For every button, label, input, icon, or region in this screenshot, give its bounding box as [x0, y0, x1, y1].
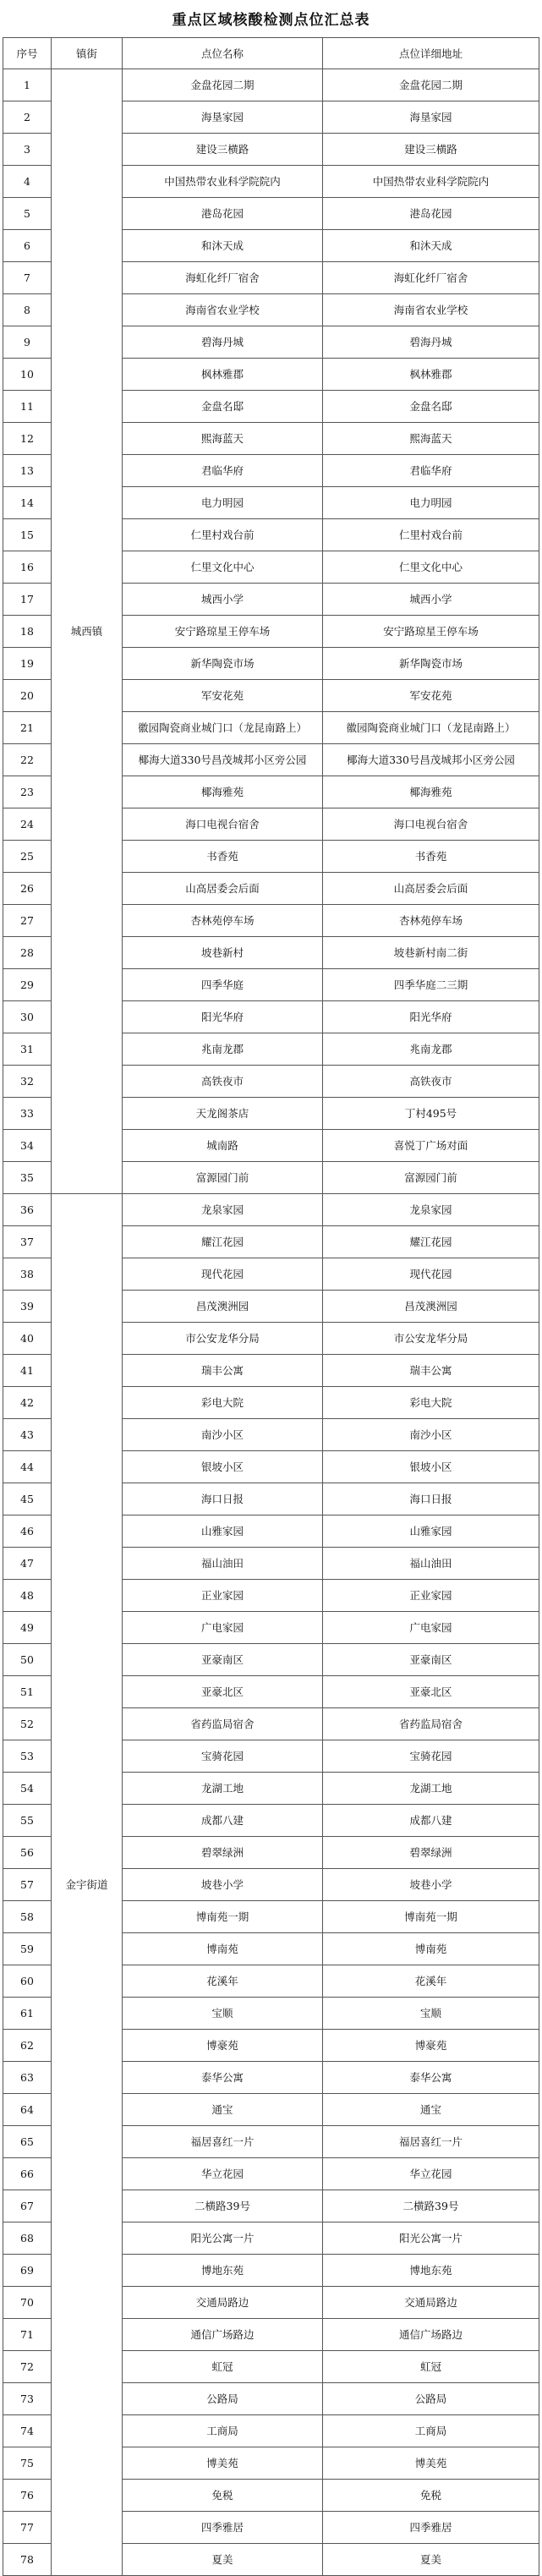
site-address: 成都八建 [323, 1805, 539, 1837]
site-address: 亚豪南区 [323, 1644, 539, 1676]
row-number: 33 [3, 1098, 52, 1130]
site-name: 中国热带农业科学院院内 [123, 166, 323, 198]
site-address: 海南省农业学校 [323, 294, 539, 326]
site-address: 军安花苑 [323, 680, 539, 712]
site-address: 福山油田 [323, 1548, 539, 1580]
site-name: 彩电大院 [123, 1387, 323, 1419]
row-number: 77 [3, 2512, 52, 2544]
site-name: 华立花园 [123, 2158, 323, 2190]
site-name: 宝骑花园 [123, 1740, 323, 1773]
row-number: 61 [3, 1998, 52, 2030]
site-address: 建设三横路 [323, 134, 539, 166]
site-address: 博豪苑 [323, 2030, 539, 2062]
site-name: 耀江花园 [123, 1226, 323, 1258]
site-address: 山高居委会后面 [323, 873, 539, 905]
row-number: 18 [3, 616, 52, 648]
site-name: 四季华庭 [123, 969, 323, 1001]
row-number: 12 [3, 423, 52, 455]
site-address: 广电家园 [323, 1612, 539, 1644]
row-number: 69 [3, 2255, 52, 2287]
row-number: 2 [3, 101, 52, 134]
site-address: 二横路39号 [323, 2190, 539, 2222]
site-address: 博南苑 [323, 1933, 539, 1965]
site-name: 亚豪南区 [123, 1644, 323, 1676]
header-no: 序号 [3, 38, 52, 69]
site-address: 兆南龙郡 [323, 1033, 539, 1066]
row-number: 28 [3, 937, 52, 969]
site-address: 交通局路边 [323, 2287, 539, 2319]
site-address: 泰华公寓 [323, 2062, 539, 2094]
site-name: 富源园门前 [123, 1162, 323, 1194]
site-address: 亚豪北区 [323, 1676, 539, 1708]
site-name: 福居喜红一片 [123, 2126, 323, 2158]
street-cell: 金宇街道 [52, 1194, 123, 2576]
site-address: 宝骑花园 [323, 1740, 539, 1773]
street-cell: 城西镇 [52, 69, 123, 1194]
site-address: 海口日报 [323, 1483, 539, 1515]
row-number: 59 [3, 1933, 52, 1965]
site-name: 福山油田 [123, 1548, 323, 1580]
site-address: 正业家园 [323, 1580, 539, 1612]
site-address: 彩电大院 [323, 1387, 539, 1419]
header-address: 点位详细地址 [323, 38, 539, 69]
row-number: 27 [3, 905, 52, 937]
row-number: 37 [3, 1226, 52, 1258]
site-name: 和沐天成 [123, 230, 323, 262]
site-name: 山雅家园 [123, 1515, 323, 1548]
row-number: 43 [3, 1419, 52, 1451]
row-number: 60 [3, 1965, 52, 1998]
site-address: 工商局 [323, 2415, 539, 2447]
site-name: 交通局路边 [123, 2287, 323, 2319]
site-name: 电力明园 [123, 487, 323, 519]
row-number: 50 [3, 1644, 52, 1676]
site-address: 昌茂澳洲园 [323, 1291, 539, 1323]
row-number: 57 [3, 1869, 52, 1901]
site-address: 博南苑一期 [323, 1901, 539, 1933]
row-number: 76 [3, 2480, 52, 2512]
row-number: 58 [3, 1901, 52, 1933]
site-address: 市公安龙华分局 [323, 1323, 539, 1355]
site-name: 港岛花园 [123, 198, 323, 230]
row-number: 34 [3, 1130, 52, 1162]
site-name: 四季雅居 [123, 2512, 323, 2544]
row-number: 44 [3, 1451, 52, 1483]
row-number: 11 [3, 391, 52, 423]
row-number: 35 [3, 1162, 52, 1194]
site-address: 仁里村戏台前 [323, 519, 539, 551]
row-number: 17 [3, 584, 52, 616]
site-name: 海口日报 [123, 1483, 323, 1515]
site-address: 南沙小区 [323, 1419, 539, 1451]
site-name: 博美苑 [123, 2447, 323, 2480]
row-number: 52 [3, 1708, 52, 1740]
row-number: 1 [3, 69, 52, 101]
site-address: 金盘花园二期 [323, 69, 539, 101]
site-address: 耀江花园 [323, 1226, 539, 1258]
row-number: 73 [3, 2383, 52, 2415]
row-number: 8 [3, 294, 52, 326]
site-address: 福居喜红一片 [323, 2126, 539, 2158]
site-name: 杏林苑停车场 [123, 905, 323, 937]
row-number: 55 [3, 1805, 52, 1837]
site-address: 安宁路琼星王停车场 [323, 616, 539, 648]
site-name: 书香苑 [123, 841, 323, 873]
site-address: 枫林雅郡 [323, 359, 539, 391]
row-number: 14 [3, 487, 52, 519]
site-address: 电力明园 [323, 487, 539, 519]
site-address: 君临华府 [323, 455, 539, 487]
site-address: 阳光华府 [323, 1001, 539, 1033]
site-address: 港岛花园 [323, 198, 539, 230]
row-number: 25 [3, 841, 52, 873]
table-header-row [3, 38, 539, 69]
row-number: 41 [3, 1355, 52, 1387]
site-name: 夏美 [123, 2544, 323, 2576]
row-number: 6 [3, 230, 52, 262]
row-number: 5 [3, 198, 52, 230]
site-address: 海垦家园 [323, 101, 539, 134]
site-address: 现代花园 [323, 1258, 539, 1291]
site-address: 花溪年 [323, 1965, 539, 1998]
row-number: 47 [3, 1548, 52, 1580]
site-address: 徽园陶瓷商业城门口（龙昆南路上） [323, 712, 539, 744]
row-number: 71 [3, 2319, 52, 2351]
site-address: 椰海大道330号昌茂城邦小区旁公园 [323, 744, 539, 776]
site-address: 书香苑 [323, 841, 539, 873]
site-name: 阳光华府 [123, 1001, 323, 1033]
site-name: 南沙小区 [123, 1419, 323, 1451]
site-address: 高铁夜市 [323, 1066, 539, 1098]
site-address: 龙湖工地 [323, 1773, 539, 1805]
row-number: 54 [3, 1773, 52, 1805]
site-address: 四季华庭二三期 [323, 969, 539, 1001]
row-number: 23 [3, 776, 52, 808]
site-name: 亚豪北区 [123, 1676, 323, 1708]
row-number: 26 [3, 873, 52, 905]
site-name: 博地东苑 [123, 2255, 323, 2287]
site-name: 龙泉家园 [123, 1194, 323, 1226]
row-number: 36 [3, 1194, 52, 1226]
site-address: 杏林苑停车场 [323, 905, 539, 937]
site-address: 免税 [323, 2480, 539, 2512]
site-address: 新华陶瓷市场 [323, 648, 539, 680]
site-name: 瑞丰公寓 [123, 1355, 323, 1387]
row-number: 21 [3, 712, 52, 744]
site-address: 省药监局宿舍 [323, 1708, 539, 1740]
site-name: 椰海雅苑 [123, 776, 323, 808]
row-number: 65 [3, 2126, 52, 2158]
row-number: 46 [3, 1515, 52, 1548]
row-number: 20 [3, 680, 52, 712]
site-address: 椰海雅苑 [323, 776, 539, 808]
site-name: 宝顺 [123, 1998, 323, 2030]
row-number: 75 [3, 2447, 52, 2480]
site-name: 枫林雅郡 [123, 359, 323, 391]
site-name: 金盘名邸 [123, 391, 323, 423]
site-name: 通宝 [123, 2094, 323, 2126]
site-name: 博南苑 [123, 1933, 323, 1965]
row-number: 51 [3, 1676, 52, 1708]
site-address: 金盘名邸 [323, 391, 539, 423]
row-number: 22 [3, 744, 52, 776]
site-address: 夏美 [323, 2544, 539, 2576]
site-address: 阳光公寓一片 [323, 2222, 539, 2255]
site-address: 富源园门前 [323, 1162, 539, 1194]
site-address: 碧翠绿洲 [323, 1837, 539, 1869]
row-number: 38 [3, 1258, 52, 1291]
row-number: 70 [3, 2287, 52, 2319]
site-address: 通宝 [323, 2094, 539, 2126]
row-number: 56 [3, 1837, 52, 1869]
site-address: 华立花园 [323, 2158, 539, 2190]
site-address: 山雅家园 [323, 1515, 539, 1548]
row-number: 9 [3, 326, 52, 359]
row-number: 3 [3, 134, 52, 166]
site-name: 虹冠 [123, 2351, 323, 2383]
site-address: 四季雅居 [323, 2512, 539, 2544]
row-number: 49 [3, 1612, 52, 1644]
site-address: 博地东苑 [323, 2255, 539, 2287]
site-name: 君临华府 [123, 455, 323, 487]
site-name: 徽园陶瓷商业城门口（龙昆南路上） [123, 712, 323, 744]
site-name: 银坡小区 [123, 1451, 323, 1483]
site-name: 新华陶瓷市场 [123, 648, 323, 680]
site-name: 省药监局宿舍 [123, 1708, 323, 1740]
row-number: 7 [3, 262, 52, 294]
site-name: 阳光公寓一片 [123, 2222, 323, 2255]
site-name: 广电家园 [123, 1612, 323, 1644]
site-name: 兆南龙郡 [123, 1033, 323, 1066]
site-address: 龙泉家园 [323, 1194, 539, 1226]
site-name: 山高居委会后面 [123, 873, 323, 905]
site-name: 正业家园 [123, 1580, 323, 1612]
table-row [3, 1194, 539, 1226]
row-number: 39 [3, 1291, 52, 1323]
row-number: 19 [3, 648, 52, 680]
site-name: 仁里村戏台前 [123, 519, 323, 551]
site-address: 熙海蓝天 [323, 423, 539, 455]
row-number: 16 [3, 551, 52, 584]
site-name: 二横路39号 [123, 2190, 323, 2222]
site-name: 花溪年 [123, 1965, 323, 1998]
row-number: 62 [3, 2030, 52, 2062]
site-address: 丁村495号 [323, 1098, 539, 1130]
row-number: 29 [3, 969, 52, 1001]
document-title: 重点区域核酸检测点位汇总表 [172, 12, 370, 29]
site-name: 海垦家园 [123, 101, 323, 134]
row-number: 13 [3, 455, 52, 487]
row-number: 10 [3, 359, 52, 391]
site-name: 海虹化纤厂宿舍 [123, 262, 323, 294]
row-number: 63 [3, 2062, 52, 2094]
site-name: 碧海丹城 [123, 326, 323, 359]
site-address: 瑞丰公寓 [323, 1355, 539, 1387]
site-name: 建设三横路 [123, 134, 323, 166]
row-number: 30 [3, 1001, 52, 1033]
site-name: 昌茂澳洲园 [123, 1291, 323, 1323]
site-name: 椰海大道330号昌茂城邦小区旁公园 [123, 744, 323, 776]
site-name: 军安花苑 [123, 680, 323, 712]
row-number: 53 [3, 1740, 52, 1773]
site-name: 碧翠绿洲 [123, 1837, 323, 1869]
row-number: 4 [3, 166, 52, 198]
site-name: 坡巷小学 [123, 1869, 323, 1901]
site-name: 通信广场路边 [123, 2319, 323, 2351]
site-name: 海口电视台宿舍 [123, 808, 323, 841]
site-address: 博美苑 [323, 2447, 539, 2480]
test-sites-table [3, 37, 539, 2576]
site-name: 博南苑一期 [123, 1901, 323, 1933]
site-name: 博豪苑 [123, 2030, 323, 2062]
row-number: 24 [3, 808, 52, 841]
site-name: 公路局 [123, 2383, 323, 2415]
site-address: 宝顺 [323, 1998, 539, 2030]
site-address: 中国热带农业科学院院内 [323, 166, 539, 198]
row-number: 64 [3, 2094, 52, 2126]
row-number: 48 [3, 1580, 52, 1612]
site-address: 仁里文化中心 [323, 551, 539, 584]
site-address: 通信广场路边 [323, 2319, 539, 2351]
site-name: 工商局 [123, 2415, 323, 2447]
site-address: 城西小学 [323, 584, 539, 616]
site-address: 坡巷小学 [323, 1869, 539, 1901]
site-address: 海口电视台宿舍 [323, 808, 539, 841]
site-name: 泰华公寓 [123, 2062, 323, 2094]
row-number: 45 [3, 1483, 52, 1515]
row-number: 68 [3, 2222, 52, 2255]
site-name: 城南路 [123, 1130, 323, 1162]
row-number: 15 [3, 519, 52, 551]
row-number: 32 [3, 1066, 52, 1098]
row-number: 74 [3, 2415, 52, 2447]
header-street: 镇街 [52, 38, 123, 69]
site-name: 海南省农业学校 [123, 294, 323, 326]
table-row [3, 69, 539, 101]
site-address: 喜悦丁广场对面 [323, 1130, 539, 1162]
site-name: 现代花园 [123, 1258, 323, 1291]
table-body [3, 69, 539, 2576]
site-name: 仁里文化中心 [123, 551, 323, 584]
site-name: 坡巷新村 [123, 937, 323, 969]
site-name: 免税 [123, 2480, 323, 2512]
site-address: 坡巷新村南二街 [323, 937, 539, 969]
site-address: 碧海丹城 [323, 326, 539, 359]
site-name: 金盘花园二期 [123, 69, 323, 101]
row-number: 67 [3, 2190, 52, 2222]
site-name: 市公安龙华分局 [123, 1323, 323, 1355]
header-name: 点位名称 [123, 38, 323, 69]
site-name: 天龙阁茶店 [123, 1098, 323, 1130]
site-address: 和沐天成 [323, 230, 539, 262]
site-address: 虹冠 [323, 2351, 539, 2383]
row-number: 72 [3, 2351, 52, 2383]
site-name: 高铁夜市 [123, 1066, 323, 1098]
row-number: 42 [3, 1387, 52, 1419]
row-number: 78 [3, 2544, 52, 2576]
site-name: 成都八建 [123, 1805, 323, 1837]
site-name: 龙湖工地 [123, 1773, 323, 1805]
site-name: 安宁路琼星王停车场 [123, 616, 323, 648]
row-number: 40 [3, 1323, 52, 1355]
site-address: 公路局 [323, 2383, 539, 2415]
site-name: 熙海蓝天 [123, 423, 323, 455]
site-address: 银坡小区 [323, 1451, 539, 1483]
site-address: 海虹化纤厂宿舍 [323, 262, 539, 294]
row-number: 31 [3, 1033, 52, 1066]
row-number: 66 [3, 2158, 52, 2190]
site-name: 城西小学 [123, 584, 323, 616]
